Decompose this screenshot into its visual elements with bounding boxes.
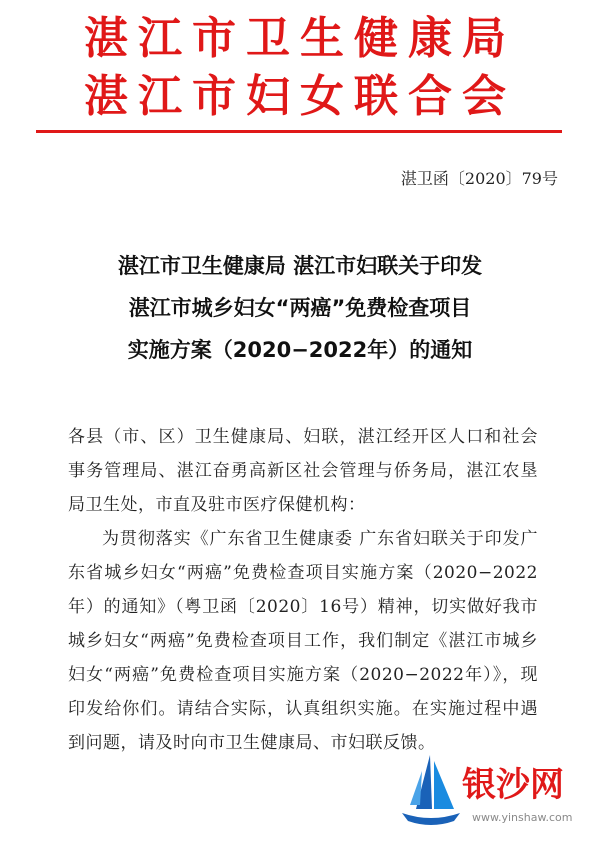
document-number: 湛卫函〔2020〕79号 — [400, 169, 558, 188]
watermark-url: www.yinshaw.com — [472, 811, 573, 824]
letterhead — [0, 10, 600, 126]
title-line-1: 湛江市卫生健康局 湛江市妇联关于印发 — [117, 254, 483, 278]
sailboat-logo-icon — [396, 751, 466, 831]
addressee-paragraph: 各县（市、区）卫生健康局、妇联，湛江经开区人口和社会事务管理局、湛江奋勇高新区社会管理与侨务局，湛江农垦局卫生处，市直及驻市医疗保健机构： — [68, 427, 538, 515]
watermark — [396, 751, 586, 837]
title-line-3: 实施方案（2020−2022年）的通知 — [127, 338, 473, 362]
letterhead-divider — [36, 130, 562, 133]
letterhead-line-womens-federation: 湛江市妇女联合会 — [84, 71, 516, 122]
letterhead-line-health-bureau: 湛江市卫生健康局 — [84, 13, 516, 64]
document-title — [0, 245, 600, 371]
document-body — [68, 420, 538, 760]
title-line-2: 湛江市城乡妇女“两癌”免费检查项目 — [128, 296, 472, 320]
body-paragraph: 为贯彻落实《广东省卫生健康委 广东省妇联关于印发广东省城乡妇女“两癌”免费检查项目实施方案（2020−2022年）的通知》（粤卫函〔2020〕16号）精神，切实做好我市城乡妇女“两癌”免费检查项目工作，我们制定《湛江市城乡妇女“两癌”免费检查项目实施方案（2020−2022年）》，现印发给你们。请结合实际，认真组织实施。在实施过程中遇到问题，请及时向市卫生健康局、市妇联反馈。 — [68, 529, 538, 753]
watermark-brand: 银沙网 — [462, 765, 564, 805]
